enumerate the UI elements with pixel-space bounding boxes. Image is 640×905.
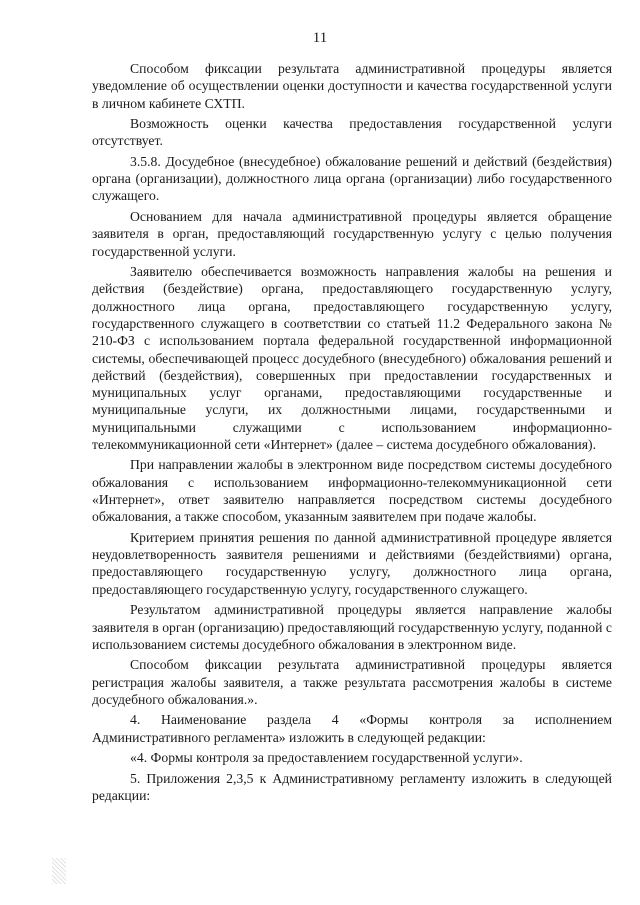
paragraph: При направлении жалобы в электронном виде посредством системы досудебного обжалования с использованием информационно-телекоммуникационной сети «Интернет», ответ заявителю направляется посредством системы досудебного обжалования, а также способом, указанным заявителем при подаче жалобы. — [92, 457, 612, 525]
paragraph: Способом фиксации результата административной процедуры является регистрация жалобы заявителя, а также результата рассмотрения жалобы в системе досудебного обжалования.». — [92, 657, 612, 707]
paragraph: Способом фиксации результата административной процедуры является уведомление об осуществлении оценки доступности и качества государственной услуги в личном кабинете СХТП. — [92, 61, 612, 111]
paragraph: Возможность оценки качества предоставления государственной услуги отсутствует. — [92, 116, 612, 149]
paragraph: Критерием принятия решения по данной административной процедуре является неудовлетворенность заявителя решениями и действиями (бездействиями) органа, предоставляющего государственную услугу, должностного лица органа, предоставляющего государственную услугу, государственного служащего. — [92, 529, 612, 597]
paragraph: Заявителю обеспечивается возможность направления жалобы на решения и действия (бездействие) органа, предоставляющего государственную услугу, должностного лица органа, предоставляющего государственную услугу, государственного служащего в соответствии со статьей 11.2 Федерального закона № 210-ФЗ с использованием портала федеральной государственной информационной системы, обеспечивающей процесс досудебного (внесудебного) обжалования решений и действий (бездействия), совершенных при предоставлении государственных и муниципальных услуг органами, предоставляющими государственные и муниципальные услуги, их должностными лицами, государственными и муниципальными служащими с использованием информационно-телекоммуникационной сети «Интернет» (далее – система досудебного обжалования). — [92, 264, 612, 452]
scan-artifact — [52, 858, 66, 884]
paragraph: 5. Приложения 2,3,5 к Административному регламенту изложить в следующей редакции: — [92, 770, 612, 803]
paragraph: «4. Формы контроля за предоставлением государственной услуги». — [130, 750, 523, 766]
paragraph: Результатом административной процедуры является направление жалобы заявителя в орган (организацию) предоставляющий государственную услугу, поданной с использованием системы досудебного обжалования в электронном виде. — [92, 602, 612, 652]
document-body — [92, 60, 612, 807]
page-number: 11 — [312, 30, 328, 46]
paragraph: Основанием для начала административной процедуры является обращение заявителя в орган, предоставляющий государственную услугу с целью получения государственной услуги. — [92, 208, 612, 259]
paragraph: 4. Наименование раздела 4 «Формы контроля за исполнением Административного регламента» изложить в следующей редакции: — [92, 712, 612, 745]
paragraph: 3.5.8. Досудебное (внесудебное) обжалование решений и действий (бездействия) органа (организации), должностного лица органа (организации) либо государственного служащего. — [92, 153, 612, 204]
